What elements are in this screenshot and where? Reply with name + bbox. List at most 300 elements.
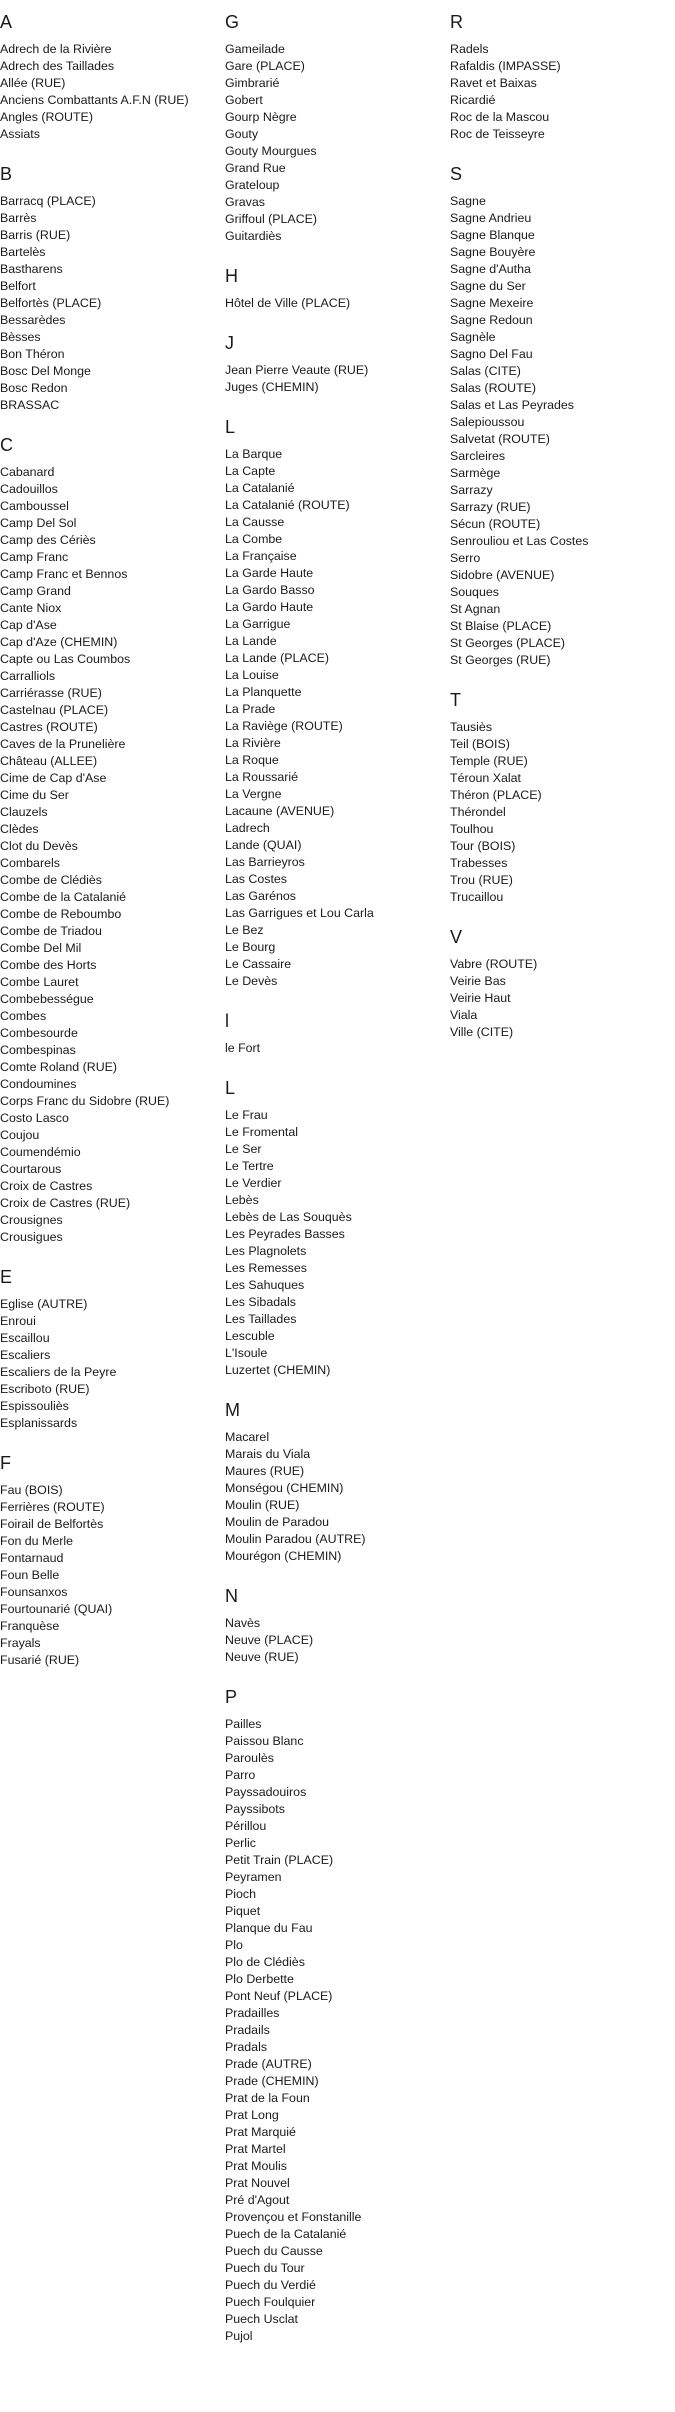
street-link[interactable]: La Catalanié bbox=[225, 481, 295, 495]
street-link[interactable]: Puech Foulquier bbox=[225, 2295, 316, 2309]
street-link[interactable]: Hôtel de Ville (PLACE) bbox=[225, 296, 351, 310]
street-link[interactable]: Castres (ROUTE) bbox=[0, 720, 98, 734]
street-link[interactable]: La Vergne bbox=[225, 787, 282, 801]
street-link[interactable]: Ravet et Baixas bbox=[450, 76, 537, 90]
street-link[interactable]: le Fort bbox=[225, 1041, 261, 1055]
street-link[interactable]: Sagne Bouyère bbox=[450, 245, 536, 259]
street-link[interactable]: Le Tertre bbox=[225, 1159, 274, 1173]
street-link[interactable]: La Barque bbox=[225, 447, 283, 461]
street-link[interactable]: Salas (ROUTE) bbox=[450, 381, 537, 395]
street-link[interactable]: Château (ALLEE) bbox=[0, 754, 98, 768]
street-link[interactable]: Viala bbox=[450, 1008, 478, 1022]
street-link[interactable]: Thérondel bbox=[450, 805, 506, 819]
street-item bbox=[450, 889, 670, 906]
street-item bbox=[450, 431, 670, 448]
street-item bbox=[0, 1144, 220, 1161]
street-link[interactable]: Toulhou bbox=[450, 822, 494, 836]
street-item bbox=[225, 1294, 445, 1311]
street-item bbox=[0, 481, 220, 498]
street-link[interactable]: Combebességue bbox=[0, 992, 94, 1006]
street-link[interactable]: Fontarnaud bbox=[0, 1551, 64, 1565]
street-link[interactable]: Franquèse bbox=[0, 1619, 60, 1633]
street-link[interactable]: Barracq (PLACE) bbox=[0, 194, 96, 208]
street-link[interactable]: Moulin Paradou (AUTRE) bbox=[225, 1532, 366, 1546]
street-link[interactable]: Ladrech bbox=[225, 821, 270, 835]
street-link[interactable]: Ferrières (ROUTE) bbox=[0, 1500, 105, 1514]
street-link[interactable]: Trou (RUE) bbox=[450, 873, 513, 887]
street-link[interactable]: Sarcleires bbox=[450, 449, 506, 463]
street-link[interactable]: Gouty bbox=[225, 127, 259, 141]
street-link[interactable]: Neuve (PLACE) bbox=[225, 1633, 314, 1647]
street-link[interactable]: Pradailles bbox=[225, 2006, 280, 2020]
street-link[interactable]: Le Bourg bbox=[225, 940, 276, 954]
street-link[interactable]: Founsanxos bbox=[0, 1585, 68, 1599]
street-link[interactable]: Cabanard bbox=[0, 465, 55, 479]
street-link[interactable]: Pujol bbox=[225, 2329, 253, 2343]
street-item bbox=[450, 770, 670, 787]
street-link[interactable]: La Garrigue bbox=[225, 617, 291, 631]
street-item bbox=[0, 923, 220, 940]
street-link[interactable]: Combespinas bbox=[0, 1043, 76, 1057]
street-item bbox=[225, 1750, 445, 1767]
street-link[interactable]: Monségou (CHEMIN) bbox=[225, 1481, 344, 1495]
street-list bbox=[225, 1107, 445, 1379]
street-link[interactable]: L'Isoule bbox=[225, 1346, 268, 1360]
street-link[interactable]: Combe de Reboumbo bbox=[0, 907, 122, 921]
street-item bbox=[225, 973, 445, 990]
street-item bbox=[225, 599, 445, 616]
street-link[interactable]: La Prade bbox=[225, 702, 276, 716]
street-link[interactable]: Pré d'Agout bbox=[225, 2193, 290, 2207]
street-link[interactable]: Plo bbox=[225, 1938, 243, 1952]
street-link[interactable]: Les Sibadals bbox=[225, 1295, 296, 1309]
street-link[interactable]: Cadouillos bbox=[0, 482, 58, 496]
street-link[interactable]: Frayals bbox=[0, 1636, 41, 1650]
street-link[interactable]: Fau (BOIS) bbox=[0, 1483, 63, 1497]
street-link[interactable]: Combe de Clédiès bbox=[0, 873, 102, 887]
street-link[interactable]: Trabesses bbox=[450, 856, 508, 870]
street-link[interactable]: Adrech des Taillades bbox=[0, 59, 115, 73]
street-item bbox=[0, 549, 220, 566]
street-link[interactable]: Camp Franc et Bennos bbox=[0, 567, 128, 581]
street-link[interactable]: Bosc Del Monge bbox=[0, 364, 91, 378]
street-link[interactable]: Carriérasse (RUE) bbox=[0, 686, 102, 700]
street-link[interactable]: Cap d'Ase bbox=[0, 618, 57, 632]
street-link[interactable]: Pradals bbox=[225, 2040, 268, 2054]
street-link[interactable]: Adrech de la Rivière bbox=[0, 42, 112, 56]
street-item bbox=[225, 786, 445, 803]
street-link[interactable]: Moulin de Paradou bbox=[225, 1515, 330, 1529]
street-link[interactable]: Sagne Andrieu bbox=[450, 211, 532, 225]
street-link[interactable]: Sagne Blanque bbox=[450, 228, 535, 242]
street-item bbox=[225, 1886, 445, 1903]
street-link[interactable]: Salvetat (ROUTE) bbox=[450, 432, 550, 446]
street-item bbox=[450, 838, 670, 855]
street-link[interactable]: Camp Del Sol bbox=[0, 516, 77, 530]
street-item bbox=[0, 1127, 220, 1144]
street-link[interactable]: Lacaune (AVENUE) bbox=[225, 804, 335, 818]
street-link[interactable]: Capte ou Las Coumbos bbox=[0, 652, 131, 666]
street-item bbox=[0, 75, 220, 92]
street-link[interactable]: Puech de la Catalanié bbox=[225, 2227, 347, 2241]
street-link[interactable]: Las Garrigues et Lou Carla bbox=[225, 906, 374, 920]
street-link[interactable]: Escaillou bbox=[0, 1331, 50, 1345]
street-link[interactable]: Clot du Devès bbox=[0, 839, 78, 853]
street-link[interactable]: Prade (AUTRE) bbox=[225, 2057, 312, 2071]
street-link[interactable]: Lande (QUAI) bbox=[225, 838, 302, 852]
street-item bbox=[0, 1652, 220, 1669]
street-link[interactable]: La Roussarié bbox=[225, 770, 299, 784]
street-link[interactable]: Caves de la Prunelière bbox=[0, 737, 126, 751]
street-link[interactable]: Fon du Merle bbox=[0, 1534, 74, 1548]
street-link[interactable]: Coumendémio bbox=[0, 1145, 81, 1159]
street-link[interactable]: Gameilade bbox=[225, 42, 285, 56]
street-link[interactable]: Souques bbox=[450, 585, 499, 599]
street-link[interactable]: Vabre (ROUTE) bbox=[450, 957, 538, 971]
street-link[interactable]: Pioch bbox=[225, 1887, 256, 1901]
street-link[interactable]: Parro bbox=[225, 1768, 256, 1782]
street-item bbox=[450, 584, 670, 601]
street-link[interactable]: Roc de la Mascou bbox=[450, 110, 550, 124]
street-item bbox=[225, 379, 445, 396]
street-item bbox=[0, 363, 220, 380]
street-link[interactable]: Neuve (RUE) bbox=[225, 1650, 299, 1664]
street-link[interactable]: La Lande bbox=[225, 634, 277, 648]
street-item bbox=[0, 515, 220, 532]
street-link[interactable]: Petit Train (PLACE) bbox=[225, 1853, 334, 1867]
street-link[interactable]: Coujou bbox=[0, 1128, 40, 1142]
street-link[interactable]: Puech du Causse bbox=[225, 2244, 323, 2258]
street-link[interactable]: Pailles bbox=[225, 1717, 262, 1731]
street-link[interactable]: Lebès bbox=[225, 1193, 259, 1207]
street-link[interactable]: Clèdes bbox=[0, 822, 39, 836]
street-link[interactable]: Gobert bbox=[225, 93, 263, 107]
street-item bbox=[0, 380, 220, 397]
street-link[interactable]: Lebès de Las Souquès bbox=[225, 1210, 352, 1224]
street-link[interactable]: Prat Nouvel bbox=[225, 2176, 290, 2190]
street-link[interactable]: Camp Franc bbox=[0, 550, 69, 564]
street-link[interactable]: Puech Usclat bbox=[225, 2312, 299, 2326]
street-link[interactable]: Crousigues bbox=[0, 1230, 63, 1244]
street-link[interactable]: Griffoul (PLACE) bbox=[225, 212, 318, 226]
street-item bbox=[225, 1920, 445, 1937]
street-link[interactable]: Teil (BOIS) bbox=[450, 737, 510, 751]
street-link[interactable]: Les Plagnolets bbox=[225, 1244, 307, 1258]
street-link[interactable]: Allée (RUE) bbox=[0, 76, 66, 90]
street-link[interactable]: Sagnèle bbox=[450, 330, 496, 344]
street-link[interactable]: Las Barrieyros bbox=[225, 855, 305, 869]
street-list bbox=[450, 193, 670, 669]
street-link[interactable]: Clauzels bbox=[0, 805, 48, 819]
street-link[interactable]: Lescuble bbox=[225, 1329, 275, 1343]
street-link[interactable]: Prat Moulis bbox=[225, 2159, 287, 2173]
street-link[interactable]: Foun Belle bbox=[0, 1568, 60, 1582]
letter-group bbox=[0, 434, 220, 1246]
street-link[interactable]: Roc de Teisseyre bbox=[450, 127, 545, 141]
street-link[interactable]: Combe Lauret bbox=[0, 975, 79, 989]
street-item bbox=[0, 838, 220, 855]
street-link[interactable]: Périllou bbox=[225, 1819, 267, 1833]
street-item bbox=[225, 2277, 445, 2294]
street-link[interactable]: Gare (PLACE) bbox=[225, 59, 305, 73]
street-link[interactable]: Cap d'Aze (CHEMIN) bbox=[0, 635, 118, 649]
street-link[interactable]: Carralliols bbox=[0, 669, 56, 683]
street-link[interactable]: Payssadouiros bbox=[225, 1785, 307, 1799]
street-link[interactable]: Sarrazy (RUE) bbox=[450, 500, 531, 514]
street-link[interactable]: Eglise (AUTRE) bbox=[0, 1297, 88, 1311]
street-link[interactable]: Castelnau (PLACE) bbox=[0, 703, 109, 717]
letter-heading: E bbox=[0, 1267, 13, 1287]
street-link[interactable]: St Agnan bbox=[450, 602, 501, 616]
street-link[interactable]: La Garde Haute bbox=[225, 566, 314, 580]
street-link[interactable]: Plo de Clédiès bbox=[225, 1955, 305, 1969]
street-link[interactable]: Cime de Cap d'Ase bbox=[0, 771, 107, 785]
street-link[interactable]: Bartelès bbox=[0, 245, 46, 259]
street-item bbox=[0, 668, 220, 685]
street-link[interactable]: Combe de la Catalanié bbox=[0, 890, 127, 904]
street-item bbox=[0, 1381, 220, 1398]
street-link[interactable]: La Capte bbox=[225, 464, 276, 478]
street-link[interactable]: Sagne bbox=[450, 194, 486, 208]
street-link[interactable]: Radels bbox=[450, 42, 489, 56]
street-item bbox=[450, 58, 670, 75]
street-item bbox=[225, 1937, 445, 1954]
street-link[interactable]: Téroun Xalat bbox=[450, 771, 521, 785]
street-link[interactable]: Paissou Blanc bbox=[225, 1734, 304, 1748]
street-link[interactable]: Salas et Las Peyrades bbox=[450, 398, 574, 412]
street-link[interactable]: Le Fromental bbox=[225, 1125, 299, 1139]
street-item bbox=[225, 1971, 445, 1988]
street-link[interactable]: Escriboto (RUE) bbox=[0, 1382, 90, 1396]
street-link[interactable]: Fusarié (RUE) bbox=[0, 1653, 80, 1667]
street-list bbox=[225, 1716, 445, 2345]
street-link[interactable]: Sagne Redoun bbox=[450, 313, 533, 327]
street-link[interactable]: Sécun (ROUTE) bbox=[450, 517, 541, 531]
street-link[interactable]: Le Devès bbox=[225, 974, 278, 988]
street-link[interactable]: Le Ser bbox=[225, 1142, 262, 1156]
street-link[interactable]: Bon Théron bbox=[0, 347, 65, 361]
street-item bbox=[450, 465, 670, 482]
street-link[interactable]: Prat Martel bbox=[225, 2142, 286, 2156]
street-link[interactable]: Prat Long bbox=[225, 2108, 279, 2122]
street-link[interactable]: Belfort bbox=[0, 279, 36, 293]
street-link[interactable]: Le Verdier bbox=[225, 1176, 282, 1190]
street-link[interactable]: Le Frau bbox=[225, 1108, 268, 1122]
street-item bbox=[225, 1615, 445, 1632]
street-link[interactable]: Les Taillades bbox=[225, 1312, 297, 1326]
street-link[interactable]: Gourp Nègre bbox=[225, 110, 297, 124]
street-link[interactable]: Prat de la Foun bbox=[225, 2091, 310, 2105]
street-link[interactable]: Ville (CITE) bbox=[450, 1025, 514, 1039]
street-link[interactable]: Puech du Tour bbox=[225, 2261, 305, 2275]
street-item bbox=[0, 261, 220, 278]
street-link[interactable]: Tour (BOIS) bbox=[450, 839, 516, 853]
street-link[interactable]: Condoumines bbox=[0, 1077, 77, 1091]
street-link[interactable]: Combesourde bbox=[0, 1026, 78, 1040]
street-link[interactable]: Luzertet (CHEMIN) bbox=[225, 1363, 331, 1377]
street-item bbox=[450, 618, 670, 635]
street-link[interactable]: Sagno Del Fau bbox=[450, 347, 533, 361]
street-link[interactable]: Senrouliou et Las Costes bbox=[450, 534, 589, 548]
street-link[interactable]: Gravas bbox=[225, 195, 265, 209]
street-link[interactable]: Prade (CHEMIN) bbox=[225, 2074, 319, 2088]
street-link[interactable]: La Planquette bbox=[225, 685, 302, 699]
street-link[interactable]: Angles (ROUTE) bbox=[0, 110, 93, 124]
street-link[interactable]: Ricardié bbox=[450, 93, 496, 107]
street-link[interactable]: Combes bbox=[0, 1009, 47, 1023]
street-item bbox=[0, 126, 220, 143]
street-link[interactable]: La Raviège (ROUTE) bbox=[225, 719, 343, 733]
street-link[interactable]: Barrès bbox=[0, 211, 37, 225]
street-link[interactable]: Sidobre (AVENUE) bbox=[450, 568, 555, 582]
street-link[interactable]: Veirie Haut bbox=[450, 991, 511, 1005]
street-item bbox=[450, 261, 670, 278]
street-link[interactable]: Théron (PLACE) bbox=[450, 788, 542, 802]
street-link[interactable]: Assiats bbox=[0, 127, 40, 141]
street-link[interactable]: Comte Roland (RUE) bbox=[0, 1060, 118, 1074]
street-link[interactable]: Serro bbox=[450, 551, 481, 565]
street-link[interactable]: Sagne du Ser bbox=[450, 279, 526, 293]
street-link[interactable]: Maures (RUE) bbox=[225, 1464, 305, 1478]
street-link[interactable]: Moulin (RUE) bbox=[225, 1498, 300, 1512]
street-link[interactable]: Salas (CITE) bbox=[450, 364, 521, 378]
street-link[interactable]: Les Sahuques bbox=[225, 1278, 305, 1292]
street-link[interactable]: Salepioussou bbox=[450, 415, 525, 429]
street-link[interactable]: Gouty Mourgues bbox=[225, 144, 317, 158]
street-link[interactable]: Sarrazy bbox=[450, 483, 493, 497]
street-link[interactable]: Combe des Horts bbox=[0, 958, 97, 972]
street-link[interactable]: Espissouliès bbox=[0, 1399, 69, 1413]
street-item bbox=[0, 1059, 220, 1076]
street-link[interactable]: La Roque bbox=[225, 753, 279, 767]
street-link[interactable]: St Georges (PLACE) bbox=[450, 636, 566, 650]
street-link[interactable]: Camboussel bbox=[0, 499, 69, 513]
street-link[interactable]: Le Cassaire bbox=[225, 957, 292, 971]
street-link[interactable]: Fourtounarié (QUAI) bbox=[0, 1602, 113, 1616]
street-link[interactable]: Combe de Triadou bbox=[0, 924, 102, 938]
street-link[interactable]: Anciens Combattants A.F.N (RUE) bbox=[0, 93, 189, 107]
street-link[interactable]: Paroulès bbox=[225, 1751, 274, 1765]
street-item bbox=[225, 531, 445, 548]
street-link[interactable]: Gimbrarié bbox=[225, 76, 280, 90]
street-link[interactable]: Sagne Mexeire bbox=[450, 296, 534, 310]
street-link[interactable]: Costo Lasco bbox=[0, 1111, 69, 1125]
street-link[interactable]: BRASSAC bbox=[0, 398, 60, 412]
street-link[interactable]: La Louise bbox=[225, 668, 279, 682]
street-link[interactable]: Peyramen bbox=[225, 1870, 282, 1884]
street-item bbox=[0, 1550, 220, 1567]
street-link[interactable]: Grand Rue bbox=[225, 161, 286, 175]
street-item bbox=[225, 211, 445, 228]
street-link[interactable]: Pont Neuf (PLACE) bbox=[225, 1989, 333, 2003]
street-item bbox=[0, 1398, 220, 1415]
street-link[interactable]: Enroui bbox=[0, 1314, 36, 1328]
street-link[interactable]: Bosc Redon bbox=[0, 381, 68, 395]
street-link[interactable]: La Causse bbox=[225, 515, 285, 529]
street-link[interactable]: St Georges (RUE) bbox=[450, 653, 551, 667]
street-link[interactable]: Croix de Castres bbox=[0, 1179, 93, 1193]
street-link[interactable]: La Gardo Haute bbox=[225, 600, 314, 614]
street-item bbox=[225, 1835, 445, 1852]
street-link[interactable]: Croix de Castres (RUE) bbox=[0, 1196, 131, 1210]
street-link[interactable]: Navès bbox=[225, 1616, 261, 1630]
street-link[interactable]: Rafaldis (IMPASSE) bbox=[450, 59, 561, 73]
street-link[interactable]: Bastharens bbox=[0, 262, 63, 276]
letter-group bbox=[450, 11, 670, 143]
street-link[interactable]: Guitardiès bbox=[225, 229, 282, 243]
street-item bbox=[225, 1463, 445, 1480]
street-link[interactable]: Puech du Verdié bbox=[225, 2278, 316, 2292]
street-link[interactable]: Combarels bbox=[0, 856, 60, 870]
street-link[interactable]: Las Garénos bbox=[225, 889, 296, 903]
street-link[interactable]: Marais du Viala bbox=[225, 1447, 311, 1461]
street-link[interactable]: Piquet bbox=[225, 1904, 261, 1918]
street-link[interactable]: Cime du Ser bbox=[0, 788, 69, 802]
street-link[interactable]: Prat Marquié bbox=[225, 2125, 296, 2139]
street-link[interactable]: Bèsses bbox=[0, 330, 41, 344]
street-link[interactable]: Combe Del Mil bbox=[0, 941, 82, 955]
street-link[interactable]: Trucaillou bbox=[450, 890, 504, 904]
street-link[interactable]: La Catalanié (ROUTE) bbox=[225, 498, 350, 512]
street-link[interactable]: Jean Pierre Veaute (RUE) bbox=[225, 363, 369, 377]
street-link[interactable]: Tausiès bbox=[450, 720, 493, 734]
street-link[interactable]: Esplanissards bbox=[0, 1416, 78, 1430]
street-link[interactable]: La Lande (PLACE) bbox=[225, 651, 330, 665]
street-link[interactable]: Courtarous bbox=[0, 1162, 62, 1176]
street-link[interactable]: La Combe bbox=[225, 532, 283, 546]
street-item bbox=[225, 854, 445, 871]
street-link[interactable]: Plo Derbette bbox=[225, 1972, 294, 1986]
street-link[interactable]: Mourégon (CHEMIN) bbox=[225, 1549, 342, 1563]
street-link[interactable]: Grateloup bbox=[225, 178, 280, 192]
street-link[interactable]: Cante Niox bbox=[0, 601, 62, 615]
street-link[interactable]: Foirail de Belfortès bbox=[0, 1517, 104, 1531]
street-link[interactable]: Crousignes bbox=[0, 1213, 63, 1227]
street-link[interactable]: Sarmège bbox=[450, 466, 501, 480]
street-link[interactable]: Planque du Fau bbox=[225, 1921, 313, 1935]
street-link[interactable]: Veirie Bas bbox=[450, 974, 506, 988]
letter-heading: H bbox=[225, 266, 238, 286]
letter-heading: T bbox=[450, 690, 461, 710]
street-item bbox=[0, 957, 220, 974]
street-link[interactable]: Provençou et Fonstanille bbox=[225, 2210, 362, 2224]
street-link[interactable]: Payssibots bbox=[225, 1802, 285, 1816]
street-link[interactable]: La Rivière bbox=[225, 736, 281, 750]
street-link[interactable]: Las Costes bbox=[225, 872, 287, 886]
street-link[interactable]: Perlic bbox=[225, 1836, 256, 1850]
street-link[interactable]: Macarel bbox=[225, 1430, 270, 1444]
street-link[interactable]: Camp Grand bbox=[0, 584, 71, 598]
street-link[interactable]: La Gardo Basso bbox=[225, 583, 315, 597]
street-link[interactable]: Escaliers bbox=[0, 1348, 51, 1362]
street-link[interactable]: Barris (RUE) bbox=[0, 228, 71, 242]
street-link[interactable]: Temple (RUE) bbox=[450, 754, 528, 768]
street-link[interactable]: Belfortès (PLACE) bbox=[0, 296, 102, 310]
street-link[interactable]: Escaliers de la Peyre bbox=[0, 1365, 117, 1379]
street-link[interactable]: Sagne d'Autha bbox=[450, 262, 531, 276]
street-item bbox=[225, 616, 445, 633]
street-link[interactable]: St Blaise (PLACE) bbox=[450, 619, 552, 633]
street-link[interactable]: La Française bbox=[225, 549, 297, 563]
street-link[interactable]: Corps Franc du Sidobre (RUE) bbox=[0, 1094, 170, 1108]
street-link[interactable]: Camp des Cériès bbox=[0, 533, 96, 547]
street-link[interactable]: Les Remesses bbox=[225, 1261, 307, 1275]
street-link[interactable]: Pradails bbox=[225, 2023, 270, 2037]
street-link[interactable]: Le Bez bbox=[225, 923, 264, 937]
street-link[interactable]: Les Peyrades Basses bbox=[225, 1227, 345, 1241]
street-link[interactable]: Bessarèdes bbox=[0, 313, 66, 327]
street-link[interactable]: Juges (CHEMIN) bbox=[225, 380, 319, 394]
